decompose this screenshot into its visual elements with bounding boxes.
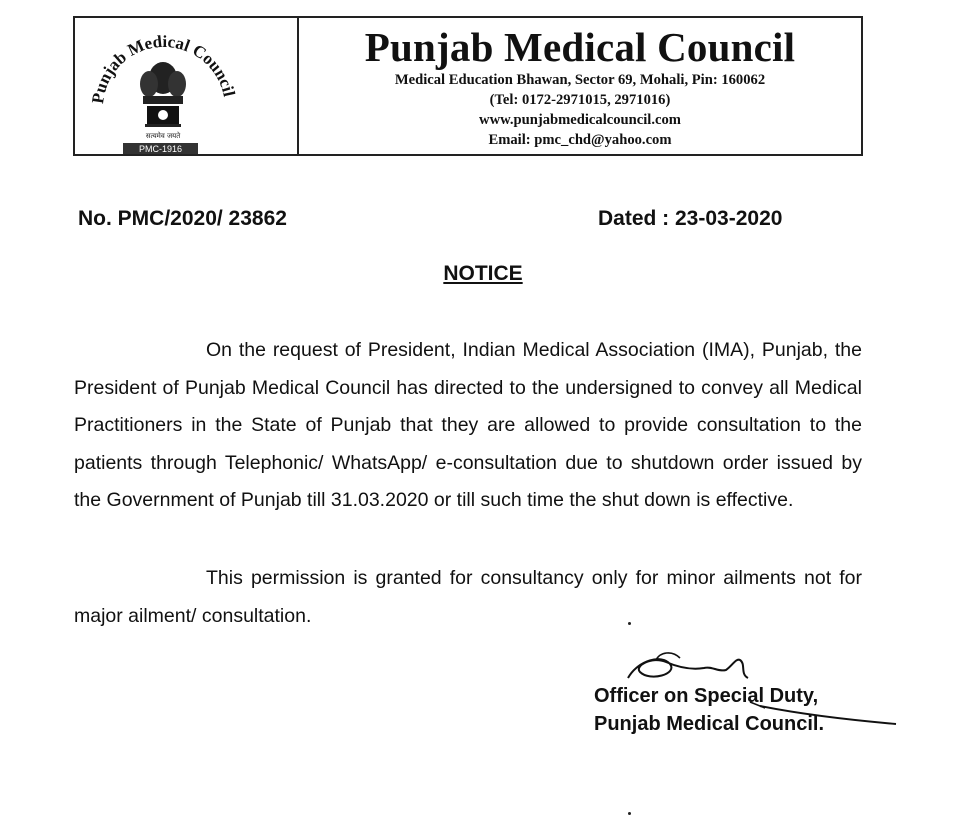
letterhead xyxy=(73,16,863,156)
council-emblem xyxy=(75,18,299,154)
speck xyxy=(628,812,631,815)
signatory-block xyxy=(594,682,824,738)
council-info xyxy=(299,18,861,154)
emblem-year: PMC-1916 xyxy=(138,144,183,154)
council-phone: (Tel: 0172-2971015, 2971016) xyxy=(489,92,671,108)
signatory-organization: Punjab Medical Council. xyxy=(594,713,825,735)
notice-paragraph-1: On the request of President, Indian Medical Association (IMA), Punjab, the President of Punjab Medical Council has directed to the undersigned to convey all Medical Practitioners in the State of Punjab that they are allowed to provide consultation to the patients through Telephonic/ WhatsApp/ e-consultation due to shutdown order issued by the Government of Punjab till 31.03.2020 or till such time the shut down is effective. xyxy=(74,339,862,511)
council-address: Medical Education Bhawan, Sector 69, Mohali, Pin: 160062 xyxy=(394,72,766,88)
council-name: Punjab Medical Council xyxy=(364,24,796,70)
speck xyxy=(628,622,631,625)
emblem-arc-text: Punjab Medical Council xyxy=(88,31,239,105)
emblem-motto: सत्यमेव जयते xyxy=(145,132,181,140)
reference-number: No. PMC/2020/ 23862 xyxy=(78,207,287,230)
notice-date: Dated : 23-03-2020 xyxy=(598,207,783,230)
council-email: Email: pmc_chd@yahoo.com xyxy=(488,132,672,148)
notice-heading: NOTICE xyxy=(443,262,523,285)
lion-capital-icon xyxy=(140,62,186,127)
council-website: www.punjabmedicalcouncil.com xyxy=(479,112,681,128)
notice-paragraph-2: This permission is granted for consultancy only for minor ailments not for major ailment/ consultation. xyxy=(74,567,862,627)
signatory-designation: Officer on Special Duty, xyxy=(594,685,819,707)
